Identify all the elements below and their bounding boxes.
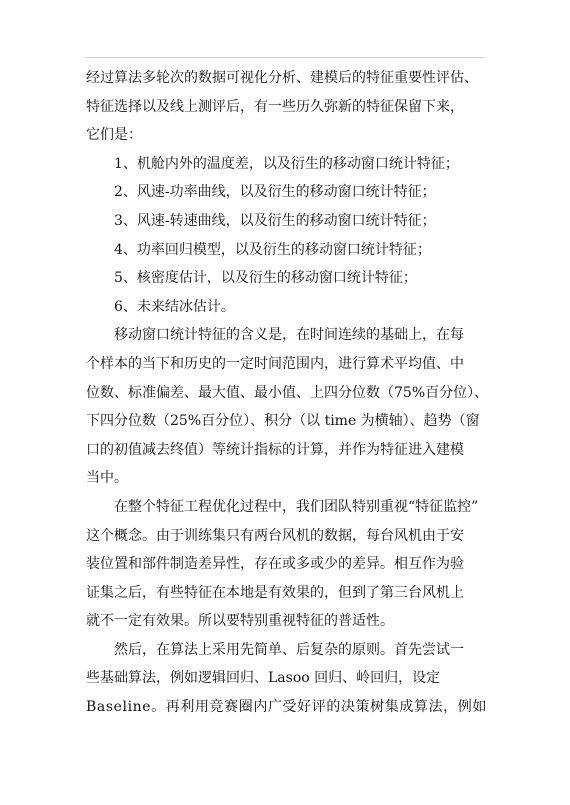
text-line: 当中。 xyxy=(86,470,128,487)
paragraph-algorithms xyxy=(86,636,490,722)
text-line: 经过算法多轮次的数据可视化分析、建模后的特征重要性评估、 xyxy=(86,70,478,86)
text-line: 移动窗口统计特征的含义是，在时间连续的基础上，在每 xyxy=(114,327,464,344)
text-line: 口的初值减去终值）等统计指标的计算，并作为特征进入建模 xyxy=(86,441,464,458)
header-rule xyxy=(85,57,485,58)
text-line: 在整个特征工程优化过程中，我们团队特别重视“特征监控” xyxy=(114,498,479,515)
text-line: 这个概念。由于训练集只有两台风机的数据，每台风机由于安 xyxy=(86,527,464,544)
list-item: 1、机舱内外的温度差，以及衍生的移动窗口统计特征； xyxy=(114,155,459,172)
feature-list xyxy=(86,150,490,322)
text-line: 然后，在算法上采用先简单、后复杂的原则。首先尝试一 xyxy=(114,641,464,658)
text-line: 它们是： xyxy=(86,127,142,144)
paragraph-intro xyxy=(86,64,490,150)
text-line: 证集之后，有些特征在本地是有效果的，但到了第三台风机上 xyxy=(86,584,464,601)
text-line: 位数、标准偏差、最大值、最小值、上四分位数（75%百分位）、 xyxy=(86,384,489,401)
paragraph-moving-window xyxy=(86,321,490,493)
text-line: 装位置和部件制造差异性，存在或多或少的差异。相互作为验 xyxy=(86,556,464,573)
list-item: 2、风速-功率曲线，以及衍生的移动窗口统计特征； xyxy=(114,184,436,201)
text-line: 些基础算法，例如逻辑回归、Lasoo 回归、岭回归，设定 xyxy=(86,670,441,687)
list-item: 4、功率回归模型，以及衍生的移动窗口统计特征； xyxy=(114,241,431,258)
text-line: 特征选择以及线上测评后，有一些历久弥新的特征保留下来， xyxy=(86,98,464,115)
list-item: 3、风速-转速曲线，以及衍生的移动窗口统计特征； xyxy=(114,212,436,229)
text-line: Baseline。再利用竞赛圈内广受好评的决策树集成算法，例如 xyxy=(86,699,487,716)
paragraph-feature-monitoring xyxy=(86,493,490,636)
text-line: 下四分位数（25%百分位）、积分（以 time 为横轴）、趋势（窗 xyxy=(86,413,480,430)
document-body xyxy=(86,64,490,722)
list-item: 6、未来结冰估计。 xyxy=(114,298,235,315)
list-item: 5、核密度估计，以及衍生的移动窗口统计特征； xyxy=(114,270,417,287)
text-line: 就不一定有效果。所以要特别重视特征的普适性。 xyxy=(86,613,394,630)
text-line: 个样本的当下和历史的一定时间范围内，进行算术平均值、中 xyxy=(86,355,464,372)
